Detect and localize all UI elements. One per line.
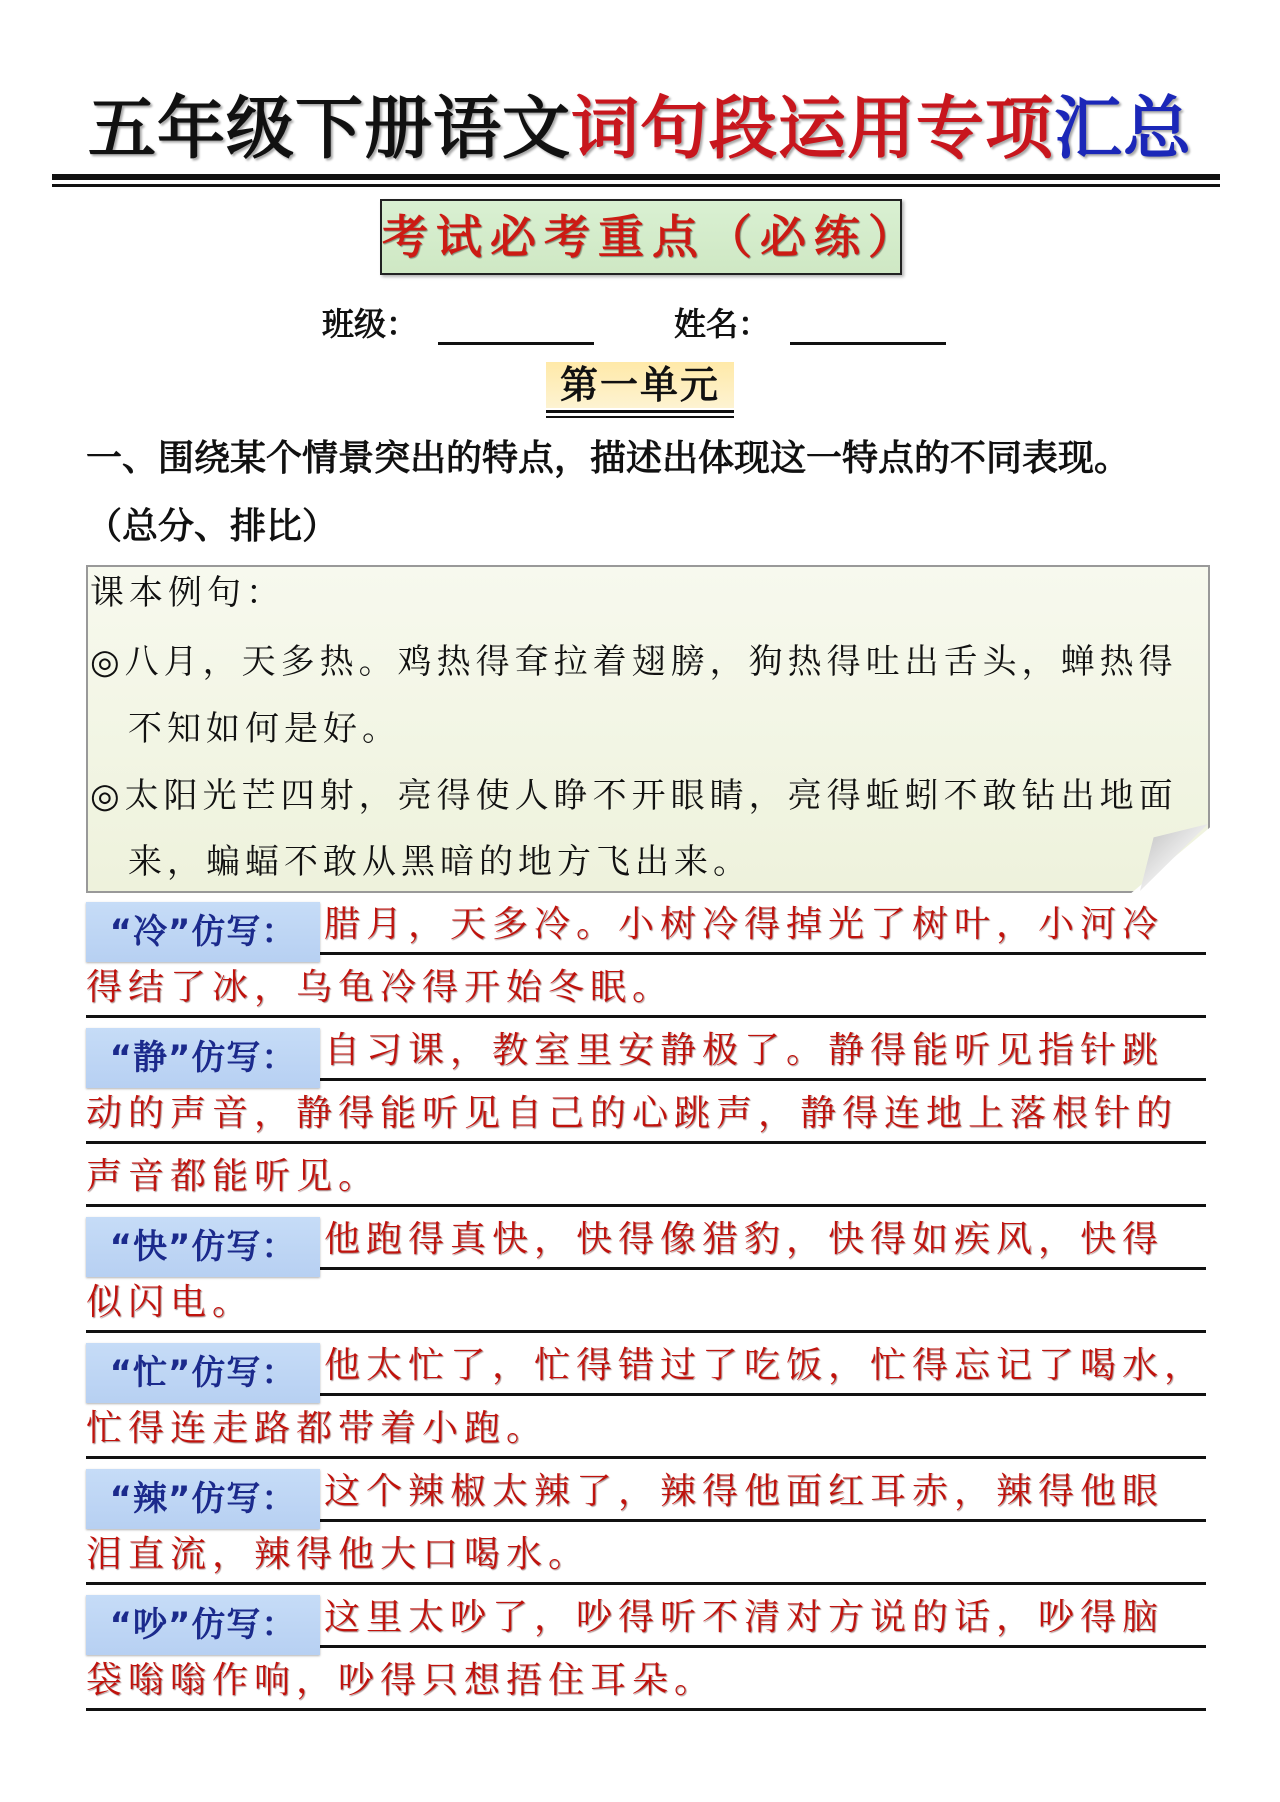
page-title <box>0 88 1280 172</box>
answer-text: 这个辣椒太辣了，辣得他面红耳赤，辣得他眼 <box>324 1471 1165 1512</box>
imitation-label: “静”仿写： <box>86 1028 320 1088</box>
answer-text: 忙得连走路都带着小跑。 <box>86 1408 549 1449</box>
answer-text: 他太忙了，忙得错过了吃饭，忙得忘记了喝水， <box>324 1345 1207 1386</box>
unit-underline <box>546 410 734 413</box>
answer-text: 袋嗡嗡作响，吵得只想捂住耳朵。 <box>86 1660 717 1701</box>
answer-text: 得结了冰，乌龟冷得开始冬眠。 <box>86 967 675 1008</box>
key-points-badge: 考试必考重点（必练） <box>380 199 902 275</box>
title-part-2: 词句段运用专项 <box>570 90 1054 169</box>
note-line: 来，蝙蝠不敢从黑暗的地方飞出来。 <box>128 842 752 882</box>
answer-text: 他跑得真快，快得像猎豹，快得如疾风，快得 <box>324 1219 1165 1260</box>
class-input-line[interactable] <box>438 342 594 345</box>
answer-text: 声音都能听见。 <box>86 1156 381 1197</box>
imitation-label: “辣”仿写： <box>86 1469 320 1529</box>
unit-title: 第一单元 <box>546 362 734 408</box>
answer-text: 这里太吵了，吵得听不清对方说的话，吵得脑 <box>324 1597 1165 1638</box>
imitation-label: “快”仿写： <box>86 1217 320 1277</box>
class-label: 班级： <box>322 305 419 343</box>
answer-text: 自习课，教室里安静极了。静得能听见指针跳 <box>324 1030 1165 1071</box>
title-rule-thick <box>52 174 1220 180</box>
answer-line <box>86 1522 1206 1585</box>
answer-line <box>86 1396 1206 1459</box>
answer-text: 动的声音，静得能听见自己的心跳声，静得连地上落根针的 <box>86 1093 1179 1134</box>
imitation-label: “冷”仿写： <box>86 902 320 962</box>
note-line: ◎太阳光芒四射，亮得使人睁不开眼睛，亮得蚯蚓不敢钻出地面 <box>90 776 1178 816</box>
answer-line <box>86 1270 1206 1333</box>
answer-line <box>86 1144 1206 1207</box>
answer-text: 泪直流，辣得他大口喝水。 <box>86 1534 591 1575</box>
name-label: 姓名： <box>674 305 771 343</box>
imitation-label: “吵”仿写： <box>86 1595 320 1655</box>
note-line: 不知如何是好。 <box>128 709 401 749</box>
answer-text: 似闪电。 <box>86 1282 255 1323</box>
answer-line <box>86 1648 1206 1711</box>
answer-line <box>86 955 1206 1018</box>
note-title: 课本例句： <box>90 573 285 613</box>
title-part-1: 五年级下册语文 <box>87 90 571 169</box>
answer-text: 腊月，天多冷。小树冷得掉光了树叶，小河冷 <box>324 904 1165 945</box>
unit-underline <box>546 416 734 418</box>
section-subheading: （总分、排比） <box>86 506 339 547</box>
note-line: ◎八月，天多热。鸡热得耷拉着翅膀，狗热得吐出舌头，蝉热得 <box>90 642 1178 682</box>
title-part-3: 汇总 <box>1054 90 1193 169</box>
answer-line <box>86 1081 1206 1144</box>
section-heading: 一、围绕某个情景突出的特点，描述出体现这一特点的不同表现。 <box>86 438 1131 479</box>
title-rule-thin <box>52 184 1220 187</box>
imitation-label: “忙”仿写： <box>86 1343 320 1403</box>
name-input-line[interactable] <box>790 342 946 345</box>
